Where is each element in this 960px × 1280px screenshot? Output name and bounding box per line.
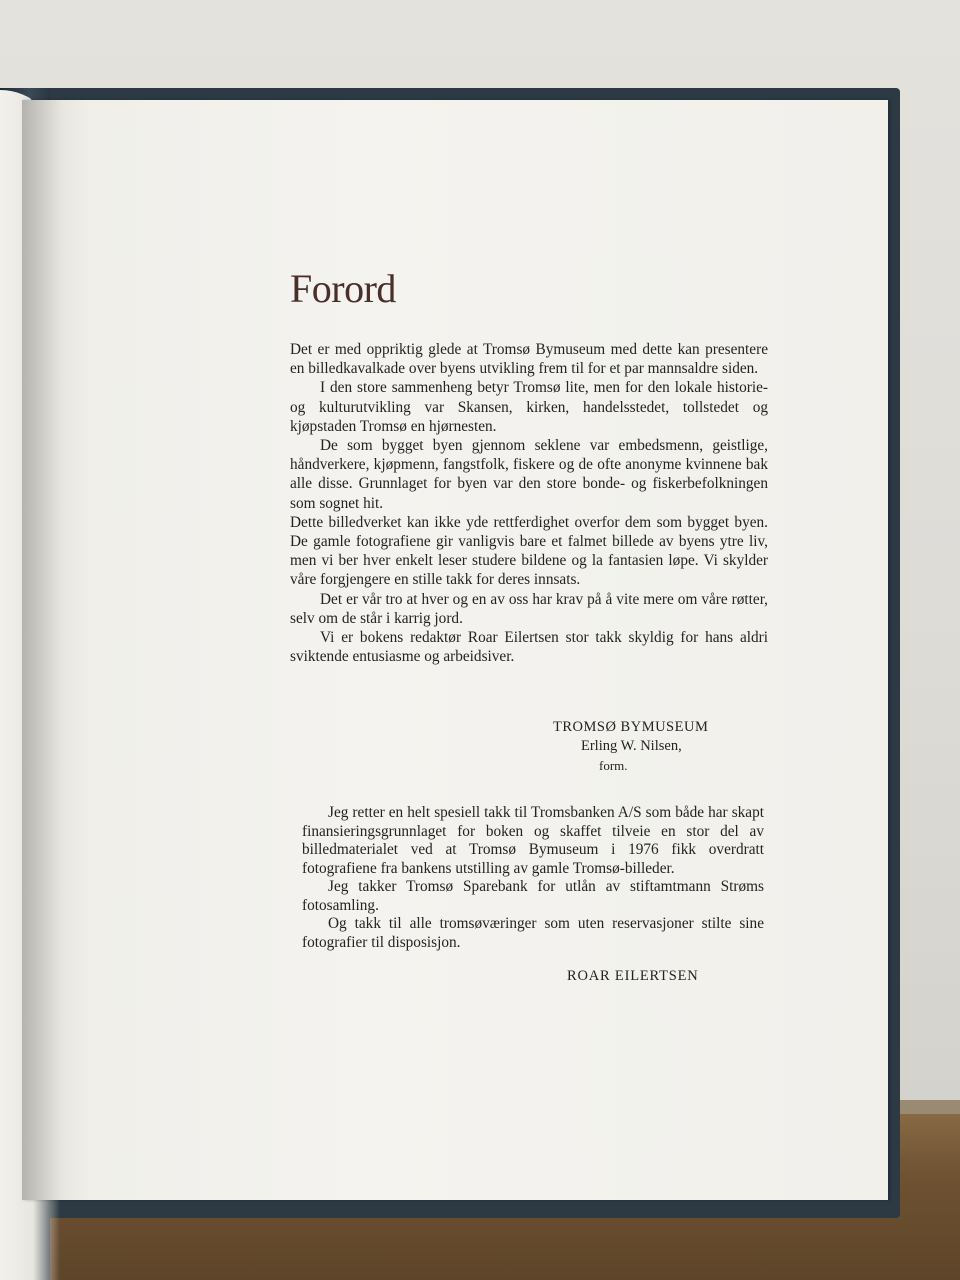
paragraph: Dette billedverket kan ikke yde rettferdighet overfor dem som bygget byen. De gamle fotografiene gir vanligvis bare et falmet billede av byens ytre liv, men vi ber hver enkelt leser studere bildene og la fantasien løpe. Vi skylder våre forgjengere en stille takk for deres innsats. (290, 513, 768, 589)
page-title: Forord (290, 266, 396, 311)
signature-org: TROMSØ BYMUSEUM (553, 719, 709, 735)
paragraph: I den store sammenheng betyr Tromsø lite, men for den lokale historie- og kulturutvikling var Skansen, kirken, handelsstedet, tollstedet og kjøpstaden Tromsø en hjørnesten. (290, 379, 768, 435)
paragraph: Vi er bokens redaktør Roar Eilertsen stor takk skyldig for hans aldri sviktende entusiasme og arbeidsiver. (290, 629, 768, 666)
paragraph: Jeg takker Tromsø Sparebank for utlån av stiftamtmann Strøms fotosamling. (302, 878, 764, 914)
paragraph: Og takk til alle tromsøværinger som uten reservasjoner stilte sine fotografier til disposisjon. (302, 915, 764, 951)
paragraph: Jeg retter en helt spesiell takk til Tromsbanken A/S som både har skapt finansieringsgrunnlaget for boken og skaffet tilveie en stor del av billedmaterialet ved at Tromsø Bymuseum i 1976 fikk overdratt fotografiene fra bankens utstilling av gamle Tromsø-billeder. (302, 804, 764, 877)
signature-name: Erling W. Nilsen, (581, 738, 682, 754)
editor-signature: ROAR EILERTSEN (567, 968, 699, 984)
paragraph: Det er vår tro at hver og en av oss har krav på å vite mere om våre røtter, selv om de står i karrig jord. (290, 590, 768, 627)
preface-text (290, 340, 768, 666)
gutter-shadow (22, 100, 62, 1200)
museum-signature (553, 718, 773, 775)
signature-role: form. (599, 758, 628, 773)
paragraph: Det er med oppriktig glede at Tromsø Bymuseum med dette kan presentere en billedkavalkade over byens utvikling frem til for et par mannsaldre siden. (290, 341, 768, 378)
acknowledgement-text (302, 804, 764, 952)
paragraph: De som bygget byen gjennom seklene var embedsmenn, geistlige, håndverkere, kjøpmenn, fangstfolk, fiskere og de ofte anonyme kvinnene bak alle disse. Grunnlaget for byen var den store bonde- og fiskerbefolkningen som sognet hit. (290, 437, 768, 512)
